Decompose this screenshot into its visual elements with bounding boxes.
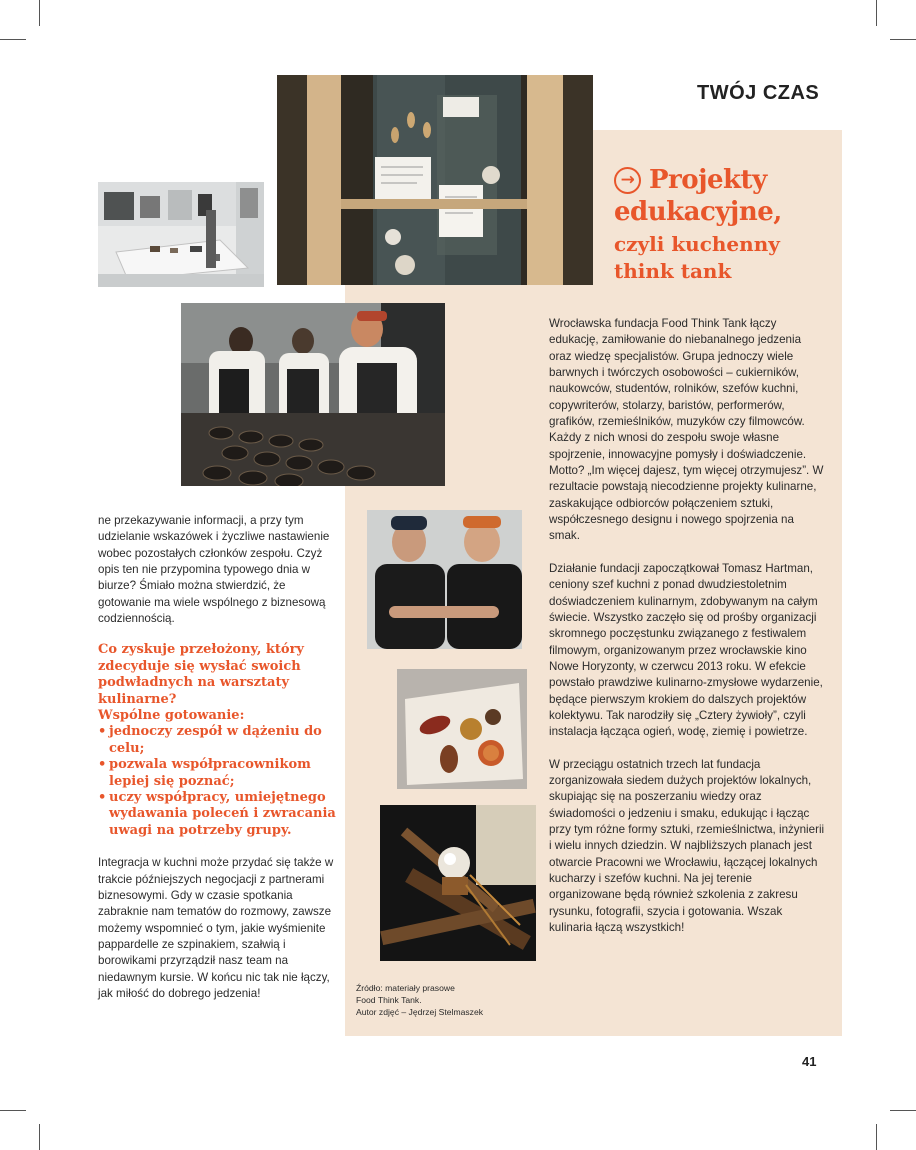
page-number: 41 bbox=[802, 1054, 817, 1069]
section-label: TWÓJ CZAS bbox=[697, 82, 820, 104]
title-line-1: Projekty bbox=[649, 165, 767, 195]
benefits-box bbox=[98, 642, 338, 839]
title-subtitle bbox=[614, 231, 834, 285]
photo-caption bbox=[356, 982, 536, 1018]
benefits-heading: Wspólne gotowanie: bbox=[98, 708, 245, 724]
gallery-room-photo bbox=[98, 182, 264, 287]
subtitle-line-1: czyli kuchenny bbox=[614, 232, 780, 256]
food-on-dough-photo bbox=[397, 669, 527, 789]
left-column-text bbox=[98, 513, 338, 1002]
two-chefs-portrait-photo bbox=[367, 510, 522, 649]
article-title bbox=[614, 165, 834, 285]
right-paragraph-3: W przeciągu ostatnich trzech lat fundacja zorganizowała siedem dużych projektów lokalnych, skupiając się na poszerzaniu wiedzy oraz świadomości o jedzeniu i smaku, edukując i łącząc przy tym różne formy sztuki, rzemieślnictwa, inżynierii i wielu innych dziedzin. W najbliższych planach jest otwarcie Pracowni we Wrocławiu, łączącej lokalnych kucharzy i szefów kuchni. Na jej terenie organizowane będą również szkolenia z zakresu rysunku, fotografii, szycia i gotowania. Wszak kulinaria łączą wszystkich! bbox=[549, 757, 825, 935]
benefits-question: Co zyskuje przełożony, który zdecyduje się wysłać swoich podwładnych na warsztaty kulinarne? bbox=[98, 642, 304, 707]
benefits-list-item: • pozwala współpracownikom lepiej się poznać; bbox=[98, 757, 338, 790]
caption-line-2: Food Think Tank. bbox=[356, 995, 422, 1005]
title-line-2: edukacyjne, bbox=[614, 197, 782, 227]
caption-line-1: Źródło: materiały prasowe bbox=[356, 983, 455, 993]
arrow-right-circle-icon: → bbox=[614, 167, 641, 194]
right-paragraph-2: Działanie fundacji zapoczątkował Tomasz Hartman, ceniony szef kuchni z ponad dwudziestoletnim doświadczeniem kulinarnym, zdobywanym na całym świecie. Wszystko zaczęło się od prośby organizacji skromnego poczęstunku związanego z festiwalem filmowym, organizowanym przez wrocławskie kino Nowe Horyzonty, w czerwcu 2013 roku. W efekcie powstało prawdziwe kulinarno-zmysłowe wydarzenie, będące pierwszym krokiem do dalszych projektów kolektywu. Tak narodziły się „Cztery żywioły”, czyli instalacja łącząca ogień, wodę, ziemię i powietrze. bbox=[549, 561, 823, 739]
dish-on-branches-photo bbox=[380, 805, 536, 961]
chefs-cooking-photo bbox=[181, 303, 445, 486]
benefits-list-item: • uczy współpracy, umiejętnego wydawania poleceń i zwracania uwagi na potrzeby grupy. bbox=[98, 790, 338, 839]
benefits-list bbox=[98, 724, 338, 839]
installation-top-view-photo bbox=[277, 75, 593, 285]
right-paragraph-1: Wrocławska fundacja Food Think Tank łączy edukację, zamiłowanie do niebanalnego jedzenia oraz wiedzę specjalistów. Grupa jednoczy wiele barwnych i twórczych osobowości – cukierników, naukowców, studentów, rolników, szefów kuchni, copywriterów, stolarzy, baristów, performerów, grafików, rzemieślników, muzyków czy filmowców. Każdy z nich wnosi do zespołu swoje własne spojrzenie, innowacyjne pomysły i doświadczenie. Motto? „Im więcej dajesz, tym więcej otrzymujesz”. W rezultacie powstają niecodzienne projekty kulinarne, zaskakujące odbiorców połączeniem sztuki, współczesnego designu i nowego spojrzenia na smak. bbox=[549, 317, 824, 543]
subtitle-line-2: think tank bbox=[614, 259, 732, 283]
left-paragraph-2: Integracja w kuchni może przydać się także w trakcie późniejszych negocjacji z partnerami biznesowymi. Gdy w czasie spotkania zabraknie nam tematów do rozmowy, zawsze możemy wspomnieć o tym, jakie wyśmienite pappardelle ze szpinakiem, szałwią i borowikami przyrządził nasz team na niedawnym kursie. W końcu nic tak nie łączy, jak miłość do dobrego jedzenia! bbox=[98, 856, 334, 1001]
right-column-text bbox=[549, 316, 825, 952]
left-paragraph-1: ne przekazywanie informacji, a przy tym udzielanie wskazówek i życzliwe nastawienie wobec pozostałych członków zespołu. Czyż opis ten nie przypomina typowego dnia w biurze? Śmiało można stwierdzić, że gotowanie ma wiele wspólnego z biznesową codziennością. bbox=[98, 514, 330, 626]
benefits-list-item: • jednoczy zespół w dążeniu do celu; bbox=[98, 724, 338, 757]
caption-line-3: Autor zdjęć – Jędrzej Stelmaszek bbox=[356, 1007, 484, 1017]
